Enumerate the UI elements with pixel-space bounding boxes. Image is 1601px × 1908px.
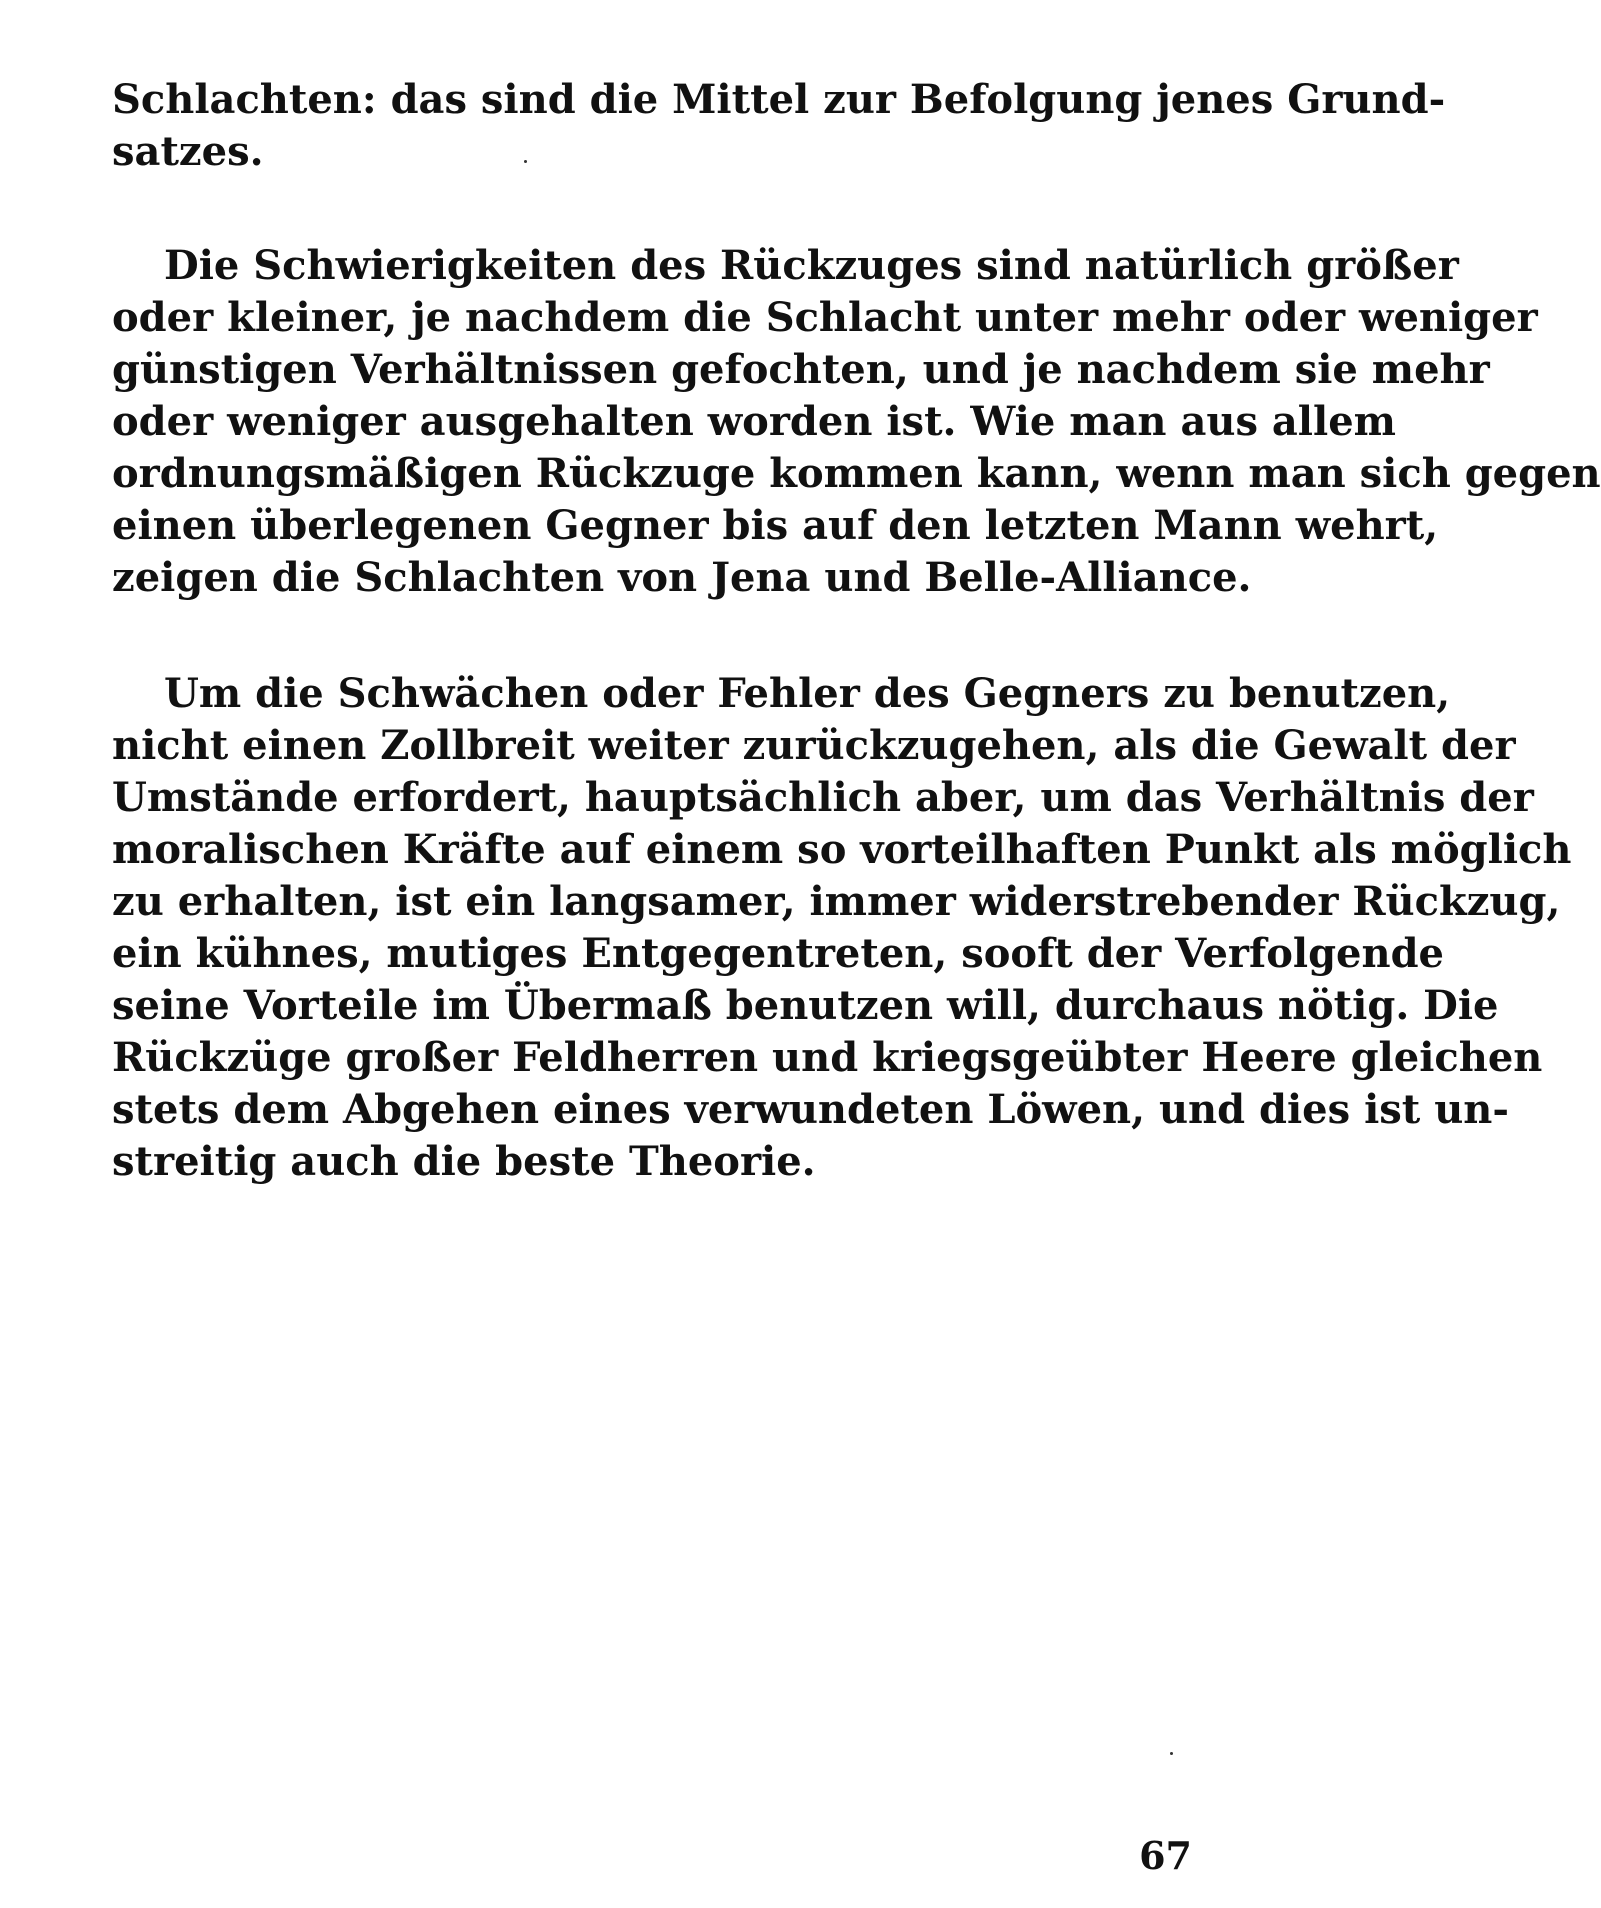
text-line: einen überlegenen Gegner bis auf den letzten Mann wehrt,: [112, 502, 1439, 549]
text-line: stets dem Abgehen eines verwundeten Löwen, und dies ist un-: [112, 1086, 1509, 1133]
text-line: nicht einen Zollbreit weiter zurückzugehen, als die Gewalt der: [112, 722, 1516, 769]
paragraph-2: [112, 240, 1601, 604]
paragraph-3: [112, 668, 1572, 1188]
text-line: Rückzüge großer Feldherren und kriegsgeübter Heere gleichen: [112, 1034, 1543, 1081]
page-number: 67: [1139, 1833, 1192, 1878]
text-line: ein kühnes, mutiges Entgegentreten, sooft der Verfolgende: [112, 930, 1444, 977]
text-line: günstigen Verhältnissen gefochten, und je nachdem sie mehr: [112, 346, 1490, 393]
text-line: satzes.: [112, 128, 264, 175]
text-line: ordnungsmäßigen Rückzuge kommen kann, wenn man sich gegen: [112, 450, 1601, 497]
text-line: oder weniger ausgehalten worden ist. Wie man aus allem: [112, 398, 1396, 445]
text-line: Die Schwierigkeiten des Rückzuges sind natürlich größer: [164, 242, 1459, 289]
text-line: zu erhalten, ist ein langsamer, immer widerstrebender Rückzug,: [112, 878, 1561, 925]
text-line: moralischen Kräfte auf einem so vorteilhaften Punkt als möglich: [112, 826, 1572, 873]
text-line: Um die Schwächen oder Fehler des Gegners zu benutzen,: [164, 670, 1451, 717]
paragraph-1: [112, 74, 1446, 178]
print-speck: [524, 160, 527, 163]
text-line: oder kleiner, je nachdem die Schlacht unter mehr oder weniger: [112, 294, 1538, 341]
text-line: zeigen die Schlachten von Jena und Belle-Alliance.: [112, 554, 1252, 601]
text-line: streitig auch die beste Theorie.: [112, 1138, 816, 1185]
print-speck: [1170, 1752, 1173, 1755]
text-line: Umstände erfordert, hauptsächlich aber, um das Verhältnis der: [112, 774, 1534, 821]
text-line: Schlachten: das sind die Mittel zur Befolgung jenes Grund-: [112, 76, 1446, 123]
text-line: seine Vorteile im Übermaß benutzen will, durchaus nötig. Die: [112, 982, 1499, 1029]
